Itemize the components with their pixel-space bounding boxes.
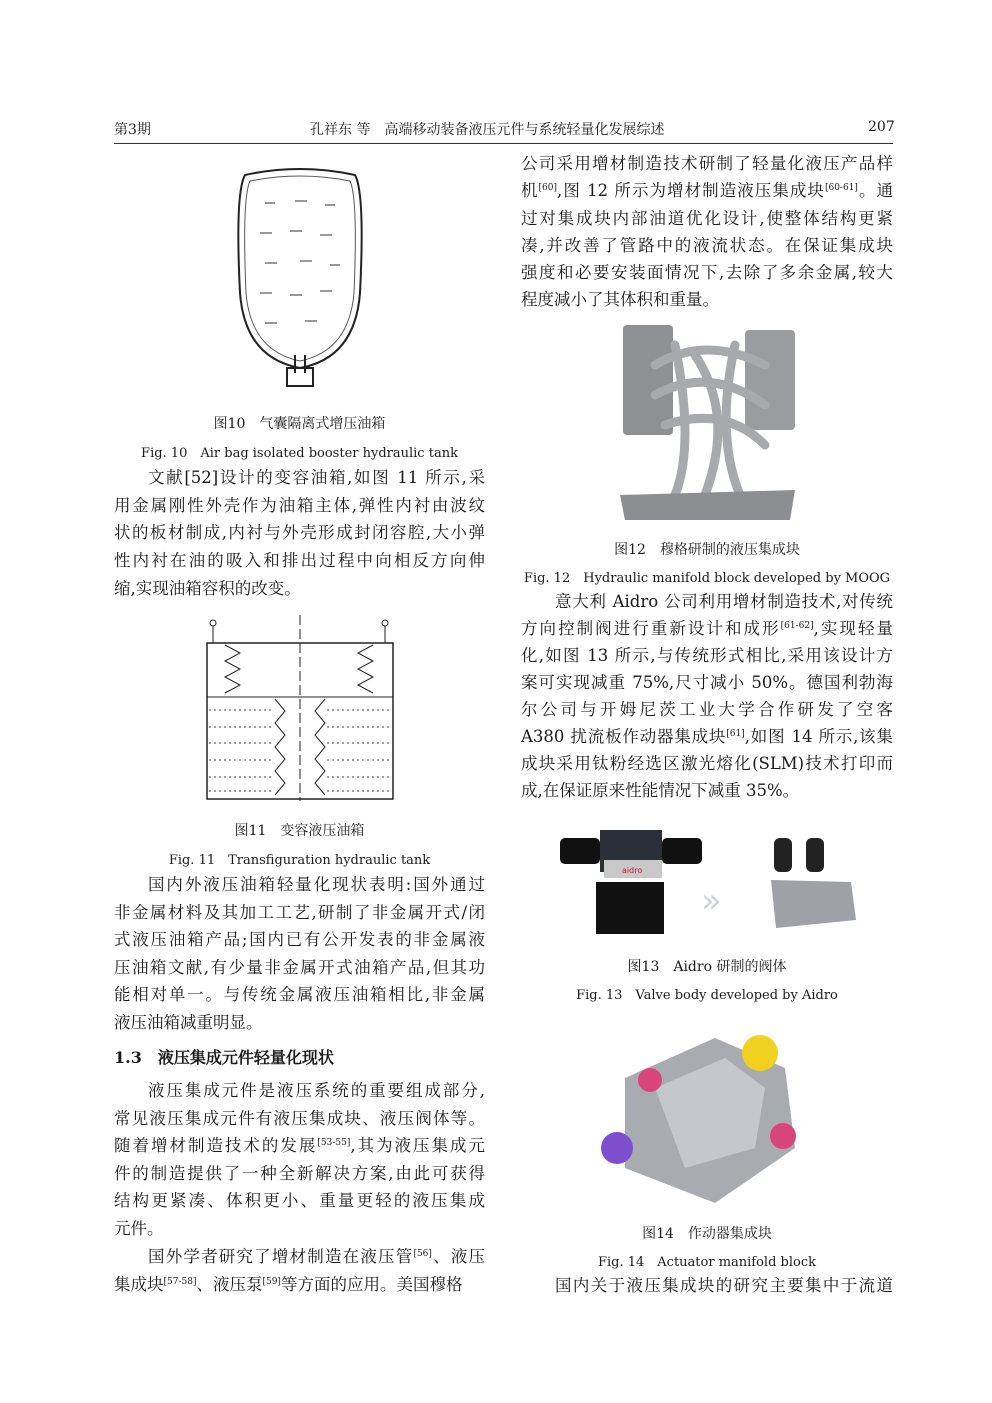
- citation-ref: [60-61]: [824, 183, 858, 193]
- text-line: [521, 591, 893, 613]
- text-line: [114, 495, 485, 517]
- text-segment: 化,如图 13 所示,与传统形式相比,采用该设计方: [521, 646, 893, 665]
- text-line: [521, 645, 893, 667]
- section-heading-1-3: 1.3 液压集成元件轻量化现状: [114, 1048, 334, 1067]
- text-segment: 式液压油箱产品;国内已有公开发表的非金属液: [114, 930, 485, 949]
- text-line: [114, 874, 485, 896]
- text-line: [114, 984, 485, 1006]
- text-line: [114, 1190, 485, 1212]
- text-segment: 压油箱文献,有少量非金属开式油箱产品,但其功: [114, 958, 485, 977]
- text-segment: A380 扰流板作动器集成块: [521, 727, 727, 746]
- fig12-manifold-photo: [615, 325, 800, 523]
- text-segment: 、液压泵: [196, 1275, 263, 1294]
- text-line: [521, 618, 893, 640]
- text-line: [521, 780, 893, 802]
- text-line: [521, 153, 893, 175]
- citation-ref: [56]: [413, 1249, 432, 1259]
- text-line: [114, 1080, 485, 1102]
- text-segment: 件的制造提供了一种全新解决方案,由此可获得: [114, 1164, 485, 1183]
- text-segment: 非金属材料及其加工工艺,研制了非金属开式/闭: [114, 903, 485, 922]
- page-number: 207: [868, 119, 895, 135]
- text-segment: 文献[52]设计的变容油箱,如图 11 所示,采: [148, 468, 485, 487]
- text-line: [521, 289, 893, 311]
- fig13-caption-cn: 图13 Aidro 研制的阀体: [627, 959, 787, 975]
- citation-ref: [61-62]: [780, 621, 814, 631]
- text-line: [521, 726, 893, 748]
- text-segment: 成,在保证原来性能情况下减重 35%。: [521, 781, 800, 800]
- text-segment: 意大利 Aidro 公司利用增材制造技术,对传统: [555, 592, 893, 611]
- text-segment: 结构更紧凑、体积更小、重量更轻的液压集成: [114, 1191, 485, 1210]
- text-segment: ,图 12 所示为增材制造液压集成块: [557, 181, 825, 200]
- text-segment: 国外学者研究了增材制造在液压管: [148, 1247, 414, 1266]
- text-line: [114, 1135, 485, 1157]
- aidro-logo: aidro: [622, 866, 643, 875]
- text-line: [521, 753, 893, 775]
- fig14-actuator-block-photo: [595, 1018, 807, 1208]
- text-segment: 性内衬在油的吸入和排出过程中向相反方向伸: [114, 551, 485, 570]
- text-segment: 成块采用钛粉经选区激光熔化(SLM)技术打印而: [521, 754, 893, 773]
- text-line: [114, 929, 485, 951]
- text-line: [521, 208, 893, 230]
- citation-ref: [53-55]: [317, 1138, 351, 1148]
- text-segment: 随着增材制造技术的发展: [114, 1136, 318, 1155]
- text-segment: 尔公司与开姆尼茨工业大学合作研发了空客: [521, 700, 893, 719]
- text-segment: ,如图 14 所示,该集: [744, 727, 893, 746]
- fig10-tank-drawing: [225, 163, 375, 393]
- fig10-caption-en: Fig. 10 Air bag isolated booster hydraulic tank: [141, 446, 458, 461]
- text-segment: 等方面的应用。美国穆格: [280, 1275, 463, 1294]
- text-segment: 国内关于液压集成块的研究主要集中于流道: [555, 1276, 893, 1295]
- citation-ref: [59]: [262, 1277, 281, 1287]
- text-segment: 、液压: [431, 1247, 486, 1266]
- text-segment: 强度和必要安装面情况下,去除了多余金属,较大: [521, 263, 893, 282]
- text-segment: 元件。: [114, 1219, 164, 1238]
- text-segment: 。通: [857, 181, 894, 200]
- text-segment: ,实现轻量: [813, 619, 893, 638]
- fig13-valve-photos: [556, 820, 861, 938]
- text-line: [521, 672, 893, 694]
- citation-ref: [57-58]: [163, 1277, 197, 1287]
- citation-ref: [61]: [726, 729, 745, 739]
- text-line: [521, 1275, 893, 1297]
- text-segment: 集成块: [114, 1275, 164, 1294]
- fig12-caption-cn: 图12 穆格研制的液压集成块: [614, 542, 800, 558]
- text-segment: 常见液压集成元件有液压集成块、液压阀体等。: [114, 1109, 485, 1128]
- citation-ref: [60]: [538, 183, 558, 193]
- text-segment: 方向控制阀进行重新设计和成形: [521, 619, 781, 638]
- text-line: [114, 1108, 485, 1130]
- text-line: [521, 699, 893, 721]
- text-segment: 过对集成块内部油道优化设计,使整体结构更紧: [521, 209, 893, 228]
- text-line: [114, 522, 485, 544]
- fig11-caption-en: Fig. 11 Transfiguration hydraulic tank: [168, 853, 431, 868]
- text-segment: 程度减小了其体积和重量。: [521, 290, 719, 309]
- text-segment: ,其为液压集成元: [350, 1136, 486, 1155]
- text-line: [114, 902, 485, 924]
- text-segment: 液压集成元件是液压系统的重要组成部分,: [148, 1081, 485, 1100]
- fig13-caption-en: Fig. 13 Valve body developed by Aidro: [576, 988, 838, 1003]
- text-line: [114, 1163, 485, 1185]
- text-line: [521, 235, 893, 257]
- running-title: 孔祥东 等 高端移动装备液压元件与系统轻量化发展综述: [310, 122, 665, 138]
- text-segment: 国内外液压油箱轻量化现状表明:国外通过: [148, 875, 485, 894]
- text-segment: 机: [521, 181, 539, 200]
- text-segment: 案可实现减重 75%,尺寸减小 50%。德国利勃海: [521, 673, 893, 692]
- text-line: [114, 467, 485, 489]
- text-segment: 用金属刚性外壳作为油箱主体,弹性内衬由波纹: [114, 496, 485, 515]
- text-line: [114, 578, 485, 600]
- fig14-caption-cn: 图14 作动器集成块: [642, 1226, 772, 1242]
- svg-text:»: »: [701, 881, 722, 921]
- text-segment: 凑,并改善了管路中的液流状态。在保证集成块: [521, 236, 893, 255]
- fig11-caption-cn: 图11 变容液压油箱: [234, 823, 365, 839]
- text-line: [114, 550, 485, 572]
- text-line: [521, 180, 893, 202]
- fig11-tank-drawing: [205, 615, 397, 805]
- text-segment: 能相对单一。与传统金属液压油箱相比,非金属: [114, 985, 485, 1004]
- text-segment: 液压油箱减重明显。: [114, 1013, 263, 1032]
- issue-label: 第3期: [114, 122, 151, 138]
- text-line: [114, 957, 485, 979]
- text-line: [114, 1218, 485, 1240]
- text-segment: 公司采用增材制造技术研制了轻量化液压产品样: [521, 154, 893, 173]
- text-line: [114, 1246, 485, 1268]
- text-segment: 缩,实现油箱容积的改变。: [114, 579, 301, 598]
- text-segment: 状的板材制成,内衬与外壳形成封闭容腔,大小弹: [114, 523, 485, 542]
- text-line: [114, 1274, 485, 1296]
- fig12-caption-en: Fig. 12 Hydraulic manifold block developed by MOOG: [523, 571, 891, 586]
- fig14-caption-en: Fig. 14 Actuator manifold block: [597, 1255, 817, 1270]
- fig10-caption-cn: 图10 气囊隔离式增压油箱: [213, 416, 386, 432]
- text-line: [521, 262, 893, 284]
- header-rule: [114, 143, 893, 144]
- text-line: [114, 1012, 485, 1034]
